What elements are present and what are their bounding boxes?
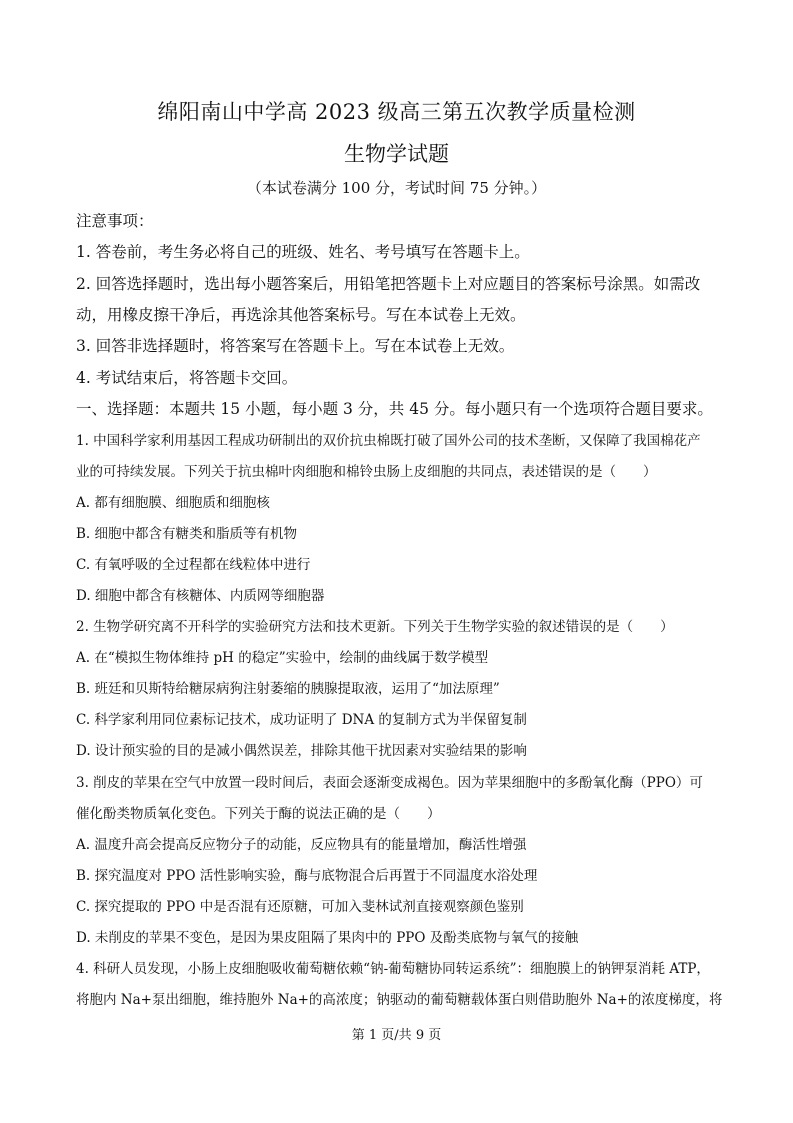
page-number: 第 1 页/共 9 页 xyxy=(351,1028,442,1043)
q2-stem: 2. 生物学研究离不开科学的实验研究方法和技术更新。下列关于生物学实验的叙述错误的是（ ） xyxy=(76,619,674,635)
section-heading: 一、选择题：本题共 15 小题，每小题 3 分，共 45 分。每小题只有一个选项符合题目要求。 xyxy=(76,400,713,418)
q1-option-b: B. 细胞中都含有糖类和脂质等有机物 xyxy=(76,526,298,542)
q3-option-a: A. 温度升高会提高反应物分子的动能，反应物具有的能量增加，酶活性增强 xyxy=(76,837,527,853)
q2-option-b: B. 班廷和贝斯特给糖尿病狗注射萎缩的胰腺提取液，运用了“加法原理” xyxy=(76,681,500,697)
q3-stem-line-2: 催化酚类物质氧化变色。下列关于酶的说法正确的是（ ） xyxy=(76,806,441,822)
q3-option-b: B. 探究温度对 PPO 活性影响实验，酶与底物混合后再置于不同温度水浴处理 xyxy=(76,868,538,884)
q1-option-a: A. 都有细胞膜、细胞质和细胞核 xyxy=(76,495,270,511)
q1-option-d: D. 细胞中都含有核糖体、内质网等细胞器 xyxy=(76,588,325,604)
q2-option-a: A. 在“模拟生物体维持 pH 的稳定”实验中，绘制的曲线属于数学模型 xyxy=(76,650,489,666)
q3-option-c: C. 探究提取的 PPO 中是否混有还原糖，可加入斐林试剂直接观察颜色鉴别 xyxy=(76,899,524,915)
note-item-2-line-1: 2. 回答选择题时，选出每小题答案后，用铅笔把答题卡上对应题目的答案标号涂黑。如需改 xyxy=(76,275,701,293)
note-item-3: 3. 回答非选择题时，将答案写在答题卡上。写在本试卷上无效。 xyxy=(76,337,515,355)
q1-stem-line-2: 业的可持续发展。下列关于抗虫棉叶肉细胞和棉铃虫肠上皮细胞的共同点，表述错误的是（ ） xyxy=(76,464,657,480)
notes-heading: 注意事项： xyxy=(76,212,154,230)
note-item-2-line-2: 动，用橡皮擦干净后，再选涂其他答案标号。写在本试卷上无效。 xyxy=(76,306,526,324)
q3-option-d: D. 未削皮的苹果不变色，是因为果皮阻隔了果肉中的 PPO 及酚类底物与氧气的接触 xyxy=(76,930,579,946)
q2-option-c: C. 科学家利用同位素标记技术，成功证明了 DNA 的复制方式为半保留复制 xyxy=(76,712,527,728)
q2-option-d: D. 设计预实验的目的是减小偶然误差，排除其他干扰因素对实验结果的影响 xyxy=(76,743,527,759)
q4-stem-line-1: 4. 科研人员发现，小肠上皮细胞吸收葡萄糖依赖“钠-葡萄糖协同转运系统”：细胞膜上的钠钾泵消耗 ATP， xyxy=(76,961,710,977)
q1-stem-line-1: 1. 中国科学家利用基因工程成功研制出的双价抗虫棉既打破了国外公司的技术垄断，又保障了我国棉花产 xyxy=(76,433,701,449)
exam-title: 绵阳南山中学高 2023 级高三第五次教学质量检测 xyxy=(157,100,636,124)
note-item-1: 1. 答卷前，考生务必将自己的班级、姓名、考号填写在答题卡上。 xyxy=(76,243,530,261)
exam-info: （本试卷满分 100 分，考试时间 75 分钟。） xyxy=(246,179,547,197)
q3-stem-line-1: 3. 削皮的苹果在空气中放置一段时间后，表面会逐渐变成褐色。因为苹果细胞中的多酚氧化酶（PPO）可 xyxy=(76,775,703,791)
q4-stem-line-2: 将胞内 Na+泵出细胞，维持胞外 Na+的高浓度；钠驱动的葡萄糖载体蛋白则借助胞外 Na+的浓度梯度，将 xyxy=(76,992,723,1008)
exam-subtitle: 生物学试题 xyxy=(344,142,449,166)
note-item-4: 4. 考试结束后，将答题卡交回。 xyxy=(76,369,298,387)
q1-option-c: C. 有氧呼吸的全过程都在线粒体中进行 xyxy=(76,557,311,573)
